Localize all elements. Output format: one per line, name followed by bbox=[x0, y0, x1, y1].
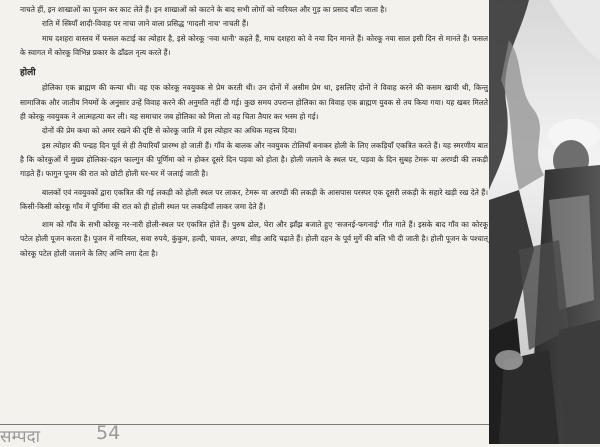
holi-paragraph-5: शाम को गाँव के सभी कोरकू नर-नारी होली-स्थल पर एकत्रित होते हैं। पुरुष ढोल, घेरा और झाँझ बजाते हुए 'सजनई-फगनाई' गीत गाते हैं। इसके बाद गाँव का कोरकू पटेल होली पूजन करता है। पूजन में नारियल, सवा रुपये, कुंकुम, हल्दी, चावल, अण्डा, सीड़ आदि चढ़ाते हैं। होली दहन के पूर्व मुर्गे की बलि भी दी जाती है। होली पूजन के पश्चात् कोरकू पटेल होली जलाने के लिए अग्नि लगा देता है। bbox=[20, 220, 488, 258]
intro-paragraph-2: राति में स्त्रियाँ शादी-विवाह पर नाचा जाने वाला प्रसिद्ध 'गादली नाच' नाचती हैं। bbox=[42, 19, 249, 29]
section-heading-holi: होली bbox=[20, 68, 36, 79]
holi-paragraph-3: इस त्योहार की पन्द्रह दिन पूर्व से ही तैयारियाँ प्रारम्भ हो जाती हैं। गाँव के बालक और नवयुवक टोलियाँ बनाकर होली के लिए लकड़ियाँ एकत्रित करते हैं। यह स्मरणीय बात है कि कोरकुओं में मुख्य होलिका-दहन फाल्गुन की पूर्णिमा को न होकर दूसरे दिन पड़वा को होता है। होली जलाने के स्थल पर, पड़वा के दिन सुबह टेमरू या अरण्डी की लकड़ी गाड़ते हैं। फागुन पूनम की रात को छोटी होली घर-घर में जलाई जाती है। bbox=[20, 140, 488, 179]
holi-paragraph-4: बालकों एवं नवयुवकों द्वारा एकत्रित की गई लकड़ी को होली स्थल पर लाकर, टेमरू या अरण्डी की लकड़ी के आसपास परस्पर एक दूसरी लकड़ी के सहारे खड़ी रख देते हैं। किसी-किसी कोरकू गाँव में पूर्णिमा की रात को ही होली स्थल पर लकड़ियाँ लाकर जमा देते हैं। bbox=[20, 187, 488, 211]
festival-photo bbox=[489, 0, 600, 444]
page-number: 54 bbox=[96, 422, 121, 444]
intro-paragraph-3: माघ दशहरा वास्तव में फसल कटाई का त्योहार है, इसे कोरकू 'नवा धानी' कहते हैं, माघ दशहरा को वे नया दिन मानते हैं। कोरकू नया साल इसी दिन से मानते हैं। फसल के स्वागत में कोरकू विभिन्न प्रकार के ढाँढल नृत्य करते हैं। bbox=[20, 33, 488, 57]
article-text-column bbox=[20, 3, 488, 261]
intro-paragraph-1: नाचते हीं, इन शाखाओं का पूजन कर काट लेते हैं। इन शाखाओं को काटने के बाद सभी लोगों को नारियल और गुड़ का प्रसाद बाँटा जाता है। bbox=[20, 5, 387, 14]
magazine-name: सम्पदा bbox=[0, 427, 41, 447]
holi-paragraph-2: दोनों की प्रेम कथा को अमर रखने की दृष्टि से कोरकू जाति में इस त्योहार का अधिक महत्त्व दिया। bbox=[42, 126, 297, 136]
footer-rule bbox=[0, 424, 490, 425]
page-footer bbox=[0, 418, 490, 447]
holi-paragraph-1: होलिका एक ब्राह्मण की कन्या थी। वह एक कोरकू नवयुवक से प्रेम करती थी। उन दोनों में असीम प्रेम था, इसलिए दोनों ने विवाह करने की कसम खायी थी, किन्तु सामाजिक और जातीय नियमों के अनुसार उन्हें विवाह करने की अनुमति नहीं दी गई। कुछ समय उपरान्त होलिका का विवाह एक ब्राह्मण युवक से तय किया गया। यह खबर मिलते ही कोरकू नवयुवक ने आत्महत्या कर ली। यह समाचार जब होलिका को मिला तो वह चिता तैयार कर भस्म हो गई। bbox=[20, 83, 488, 122]
